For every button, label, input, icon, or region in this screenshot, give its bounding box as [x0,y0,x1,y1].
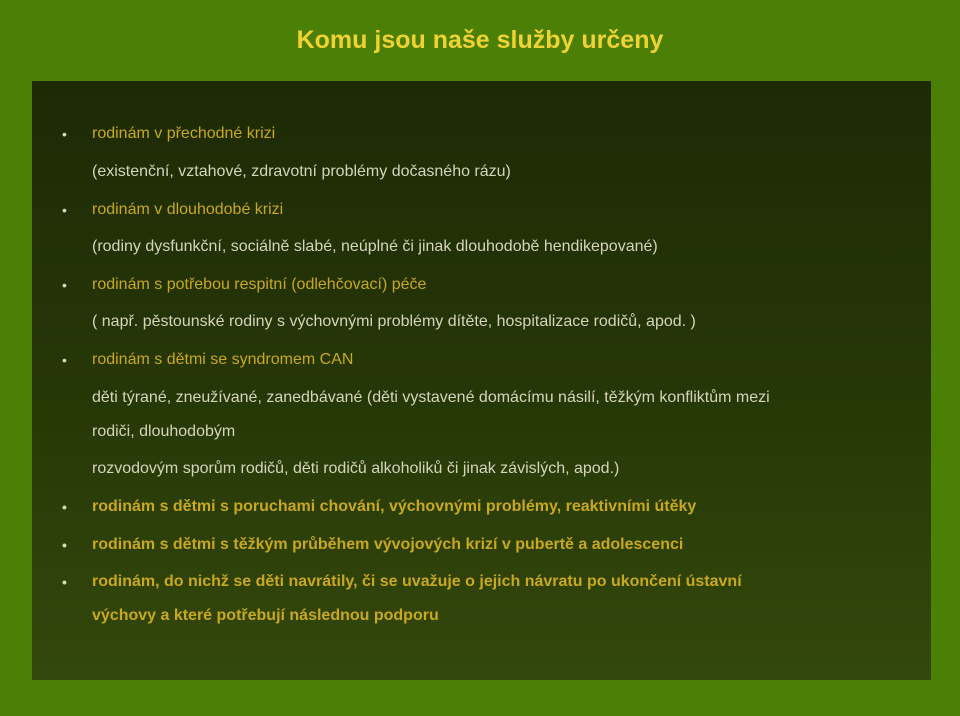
list-item-heading-text: rodinám, do nichž se děti navrátily, či se uvažuje o jejich návratu po ukončení ústavní [92,573,742,590]
list-item-detail: ( např. pěstounské rodiny s výchovnými problémy dítěte, hospitalizace rodičů, apod. ) [92,313,696,330]
list-item-heading [62,535,684,555]
bullet-icon: • [62,126,67,142]
list-item-heading [62,124,276,144]
list-item-heading [62,200,284,220]
list-item-heading-text: rodinám s potřebou respitní (odlehčovací) péče [92,276,427,293]
list-item-detail: děti týrané, zneužívané, zanedbávané (děti vystavené domácímu násilí, těžkým konfliktům mezi [92,389,770,406]
list-item-heading-text: rodinám v dlouhodobé krizi [92,201,284,218]
list-item-detail: (existenční, vztahové, zdravotní problémy dočasného rázu) [92,163,511,180]
list-item-heading [62,275,427,295]
list-item-heading-text: rodinám s dětmi s poruchami chování, výchovnými problémy, reaktivními útěky [92,498,697,515]
list-item-heading [62,350,354,370]
bullet-icon: • [62,277,67,293]
bullet-icon: • [62,537,67,553]
bullet-icon: • [62,499,67,515]
list-item-heading-text: rodinám v přechodné krizi [92,125,276,142]
list-item-heading [62,572,742,592]
list-item-heading [62,497,697,517]
content-panel [32,81,931,680]
list-item-heading-text: rodinám s dětmi se syndromem CAN [92,351,354,368]
list-item-detail: (rodiny dysfunkční, sociálně slabé, neúplné či jinak dlouhodobě hendikepované) [92,238,658,255]
bullet-icon: • [62,202,67,218]
list-item-detail: rozvodovým sporům rodičů, děti rodičů alkoholiků či jinak závislých, apod.) [92,460,620,477]
list-item-heading-text: rodinám s dětmi s těžkým průběhem vývojových krizí v pubertě a adolescenci [92,536,684,553]
list-item-detail: rodiči, dlouhodobým [92,423,236,440]
bullet-icon: • [62,352,67,368]
list-item-heading-continuation: výchovy a které potřebují následnou podporu [92,607,439,624]
bullet-icon: • [62,574,67,590]
slide-title: Komu jsou naše služby určeny [296,26,664,54]
